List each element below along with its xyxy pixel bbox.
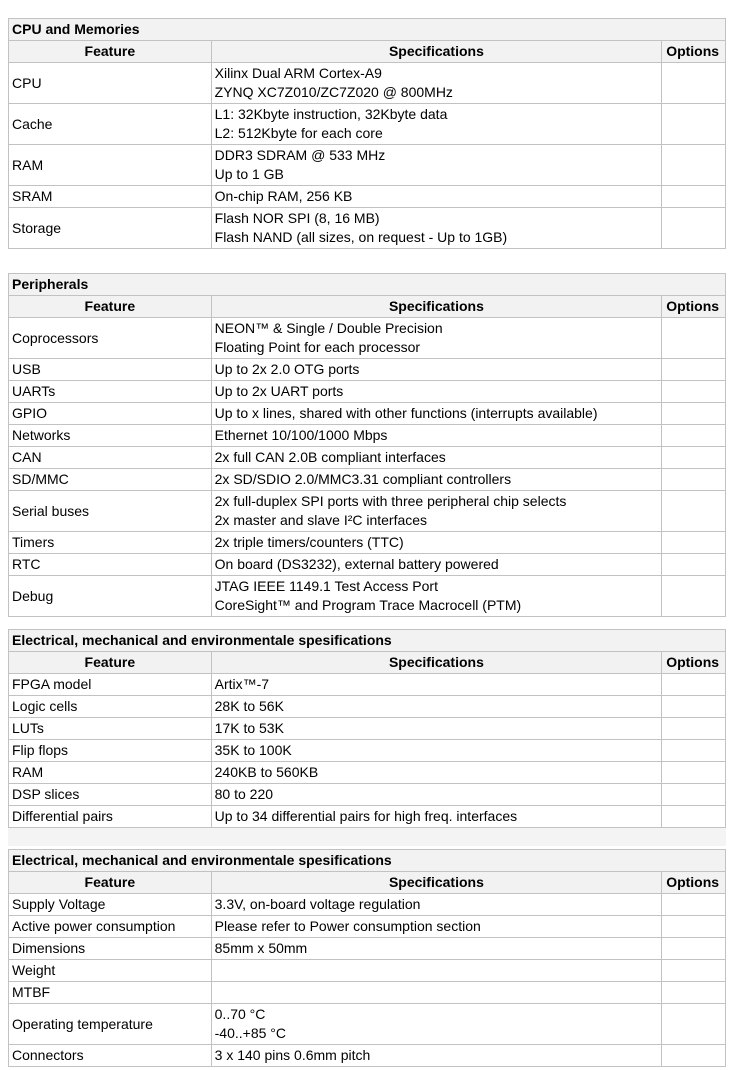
spec-line: CoreSight™ and Program Trace Macrocell (PTM) xyxy=(214,597,522,613)
table-row xyxy=(9,381,726,403)
spec-line: 2x SD/SDIO 2.0/MMC3.31 compliant controllers xyxy=(214,471,512,487)
feature-cell: UARTs xyxy=(9,381,212,403)
option-cell xyxy=(662,806,726,828)
spec-line: Please refer to Power consumption section xyxy=(214,918,481,934)
feature-header: Feature xyxy=(9,652,212,674)
table-title: CPU and Memories xyxy=(9,19,726,41)
option-cell xyxy=(662,425,726,447)
spec-line: 35K to 100K xyxy=(214,742,292,758)
spec-line: 2x full CAN 2.0B compliant interfaces xyxy=(214,449,446,465)
table-footer-band xyxy=(8,828,726,846)
spec-cell xyxy=(211,208,662,249)
spec-cell xyxy=(211,806,662,828)
table-title-row xyxy=(9,850,726,872)
spec-line: 3.3V, on-board voltage regulation xyxy=(214,896,421,912)
table-row xyxy=(9,960,726,982)
spec-line: Up to 2x 2.0 OTG ports xyxy=(214,361,360,377)
option-cell xyxy=(662,186,726,208)
spec-line: ZYNQ XC7Z010/ZC7Z020 @ 800MHz xyxy=(214,84,453,100)
option-cell xyxy=(662,894,726,916)
table-row xyxy=(9,318,726,359)
feature-header: Feature xyxy=(9,872,212,894)
feature-cell: Flip flops xyxy=(9,740,212,762)
table-row xyxy=(9,554,726,576)
feature-cell: SD/MMC xyxy=(9,469,212,491)
feature-cell: Supply Voltage xyxy=(9,894,212,916)
spec-cell xyxy=(211,916,662,938)
table-row xyxy=(9,1045,726,1067)
table-header-row xyxy=(9,41,726,63)
option-cell xyxy=(662,938,726,960)
feature-cell: GPIO xyxy=(9,403,212,425)
feature-cell: Networks xyxy=(9,425,212,447)
spec-line: JTAG IEEE 1149.1 Test Access Port xyxy=(214,578,438,594)
feature-cell: Cache xyxy=(9,104,212,145)
table-row xyxy=(9,403,726,425)
table-row xyxy=(9,469,726,491)
specifications-header: Specifications xyxy=(211,296,662,318)
option-cell xyxy=(662,674,726,696)
feature-cell: DSP slices xyxy=(9,784,212,806)
spec-table xyxy=(8,849,726,1067)
spec-line: Up to 34 differential pairs for high freq. interfaces xyxy=(214,808,518,824)
options-header: Options xyxy=(662,872,726,894)
spec-line: Ethernet 10/100/1000 Mbps xyxy=(214,427,388,443)
spec-cell xyxy=(211,145,662,186)
spec-line: Flash NAND (all sizes, on request - Up to 1GB) xyxy=(214,229,508,245)
option-cell xyxy=(662,403,726,425)
table-row xyxy=(9,806,726,828)
spec-cell xyxy=(211,982,662,1004)
option-cell xyxy=(662,576,726,617)
specifications-header: Specifications xyxy=(211,872,662,894)
option-cell xyxy=(662,762,726,784)
table-row xyxy=(9,425,726,447)
table-row xyxy=(9,359,726,381)
table-row xyxy=(9,696,726,718)
specifications-header: Specifications xyxy=(211,41,662,63)
table-row xyxy=(9,491,726,532)
spec-cell xyxy=(211,469,662,491)
option-cell xyxy=(662,916,726,938)
options-header: Options xyxy=(662,41,726,63)
table-row xyxy=(9,532,726,554)
spec-cell xyxy=(211,381,662,403)
option-cell xyxy=(662,784,726,806)
spec-line xyxy=(215,983,659,1002)
table-row xyxy=(9,1004,726,1045)
spec-cell xyxy=(211,894,662,916)
spec-line: -40..+85 °C xyxy=(214,1025,287,1041)
table-row xyxy=(9,982,726,1004)
feature-cell: Dimensions xyxy=(9,938,212,960)
feature-cell: Connectors xyxy=(9,1045,212,1067)
feature-header: Feature xyxy=(9,296,212,318)
table-row xyxy=(9,63,726,104)
spec-cell xyxy=(211,63,662,104)
option-cell xyxy=(662,960,726,982)
table-header-row xyxy=(9,872,726,894)
feature-cell: Logic cells xyxy=(9,696,212,718)
spec-line: 0..70 °C xyxy=(214,1006,266,1022)
spec-line: NEON™ & Single / Double Precision xyxy=(214,320,443,336)
spec-cell xyxy=(211,403,662,425)
option-cell xyxy=(662,718,726,740)
spec-table xyxy=(8,273,726,617)
feature-cell: Debug xyxy=(9,576,212,617)
option-cell xyxy=(662,63,726,104)
option-cell xyxy=(662,696,726,718)
feature-cell: Differential pairs xyxy=(9,806,212,828)
spec-cell xyxy=(211,359,662,381)
spec-line: Xilinx Dual ARM Cortex-A9 xyxy=(214,65,382,81)
spec-line: 2x full-duplex SPI ports with three peripheral chip selects xyxy=(214,493,567,509)
spec-line: Floating Point for each processor xyxy=(214,339,421,355)
table-row xyxy=(9,674,726,696)
spec-cell xyxy=(211,491,662,532)
feature-cell: MTBF xyxy=(9,982,212,1004)
spec-line: 85mm x 50mm xyxy=(214,940,308,956)
spec-line: L1: 32Kbyte instruction, 32Kbyte data xyxy=(214,106,448,122)
option-cell xyxy=(662,491,726,532)
table-row xyxy=(9,938,726,960)
feature-cell: USB xyxy=(9,359,212,381)
feature-cell: Weight xyxy=(9,960,212,982)
table-title: Electrical, mechanical and environmentale spesifications xyxy=(9,630,726,652)
feature-cell: FPGA model xyxy=(9,674,212,696)
options-header: Options xyxy=(662,296,726,318)
option-cell xyxy=(662,469,726,491)
spec-cell xyxy=(211,1004,662,1045)
spec-cell xyxy=(211,960,662,982)
feature-cell: LUTs xyxy=(9,718,212,740)
spec-cell xyxy=(211,186,662,208)
table-row xyxy=(9,894,726,916)
spec-table xyxy=(8,629,726,828)
spec-line: 2x triple timers/counters (TTC) xyxy=(214,534,404,550)
table-row xyxy=(9,576,726,617)
spec-line: Flash NOR SPI (8, 16 MB) xyxy=(214,210,380,226)
option-cell xyxy=(662,318,726,359)
table-title-row xyxy=(9,274,726,296)
spec-line: 28K to 56K xyxy=(214,698,284,714)
feature-cell: Operating temperature xyxy=(9,1004,212,1045)
spec-line: DDR3 SDRAM @ 533 MHz xyxy=(214,147,386,163)
table-row xyxy=(9,916,726,938)
feature-cell: Storage xyxy=(9,208,212,249)
table-row xyxy=(9,762,726,784)
table-header-row xyxy=(9,652,726,674)
table-row xyxy=(9,208,726,249)
spec-cell xyxy=(211,740,662,762)
table-row xyxy=(9,718,726,740)
table-title: Electrical, mechanical and environmentale spesifications xyxy=(9,850,726,872)
spec-line: Artix™-7 xyxy=(214,676,270,692)
feature-cell: RTC xyxy=(9,554,212,576)
spec-cell xyxy=(211,1045,662,1067)
table-row xyxy=(9,186,726,208)
feature-cell: SRAM xyxy=(9,186,212,208)
option-cell xyxy=(662,532,726,554)
table-header-row xyxy=(9,296,726,318)
spec-cell xyxy=(211,938,662,960)
spec-line: Up to 2x UART ports xyxy=(214,383,344,399)
option-cell xyxy=(662,740,726,762)
spec-line: L2: 512Kbyte for each core xyxy=(214,125,383,141)
option-cell xyxy=(662,1004,726,1045)
feature-cell: Serial buses xyxy=(9,491,212,532)
option-cell xyxy=(662,359,726,381)
feature-cell: Coprocessors xyxy=(9,318,212,359)
spec-line: 80 to 220 xyxy=(214,786,274,802)
table-title-row xyxy=(9,19,726,41)
option-cell xyxy=(662,381,726,403)
spec-line: 17K to 53K xyxy=(214,720,284,736)
spec-cell xyxy=(211,718,662,740)
option-cell xyxy=(662,554,726,576)
feature-cell: RAM xyxy=(9,762,212,784)
spec-cell xyxy=(211,104,662,145)
feature-cell: Timers xyxy=(9,532,212,554)
spec-cell xyxy=(211,532,662,554)
spec-table xyxy=(8,18,726,249)
spec-cell xyxy=(211,762,662,784)
option-cell xyxy=(662,447,726,469)
spec-cell xyxy=(211,674,662,696)
spec-line: 3 x 140 pins 0.6mm pitch xyxy=(214,1047,371,1063)
spec-line xyxy=(215,961,659,980)
spec-cell xyxy=(211,576,662,617)
options-header: Options xyxy=(662,652,726,674)
spec-cell xyxy=(211,696,662,718)
feature-cell: CPU xyxy=(9,63,212,104)
spec-cell xyxy=(211,318,662,359)
table-row xyxy=(9,104,726,145)
spec-cell xyxy=(211,554,662,576)
spec-line: Up to 1 GB xyxy=(214,166,284,182)
feature-cell: CAN xyxy=(9,447,212,469)
spec-line: Up to x lines, shared with other functions (interrupts available) xyxy=(214,405,598,421)
option-cell xyxy=(662,104,726,145)
spec-cell xyxy=(211,784,662,806)
option-cell xyxy=(662,982,726,1004)
table-title: Peripherals xyxy=(9,274,726,296)
feature-cell: Active power consumption xyxy=(9,916,212,938)
spec-line: On-chip RAM, 256 KB xyxy=(214,188,353,204)
spec-cell xyxy=(211,425,662,447)
table-title-row xyxy=(9,630,726,652)
table-row xyxy=(9,145,726,186)
specifications-header: Specifications xyxy=(211,652,662,674)
table-row xyxy=(9,740,726,762)
option-cell xyxy=(662,1045,726,1067)
table-row xyxy=(9,784,726,806)
spec-line: 240KB to 560KB xyxy=(214,764,319,780)
option-cell xyxy=(662,208,726,249)
option-cell xyxy=(662,145,726,186)
spec-line: On board (DS3232), external battery powered xyxy=(214,556,499,572)
table-row xyxy=(9,447,726,469)
feature-cell: RAM xyxy=(9,145,212,186)
spec-cell xyxy=(211,447,662,469)
spec-line: 2x master and slave I²C interfaces xyxy=(214,512,428,528)
feature-header: Feature xyxy=(9,41,212,63)
